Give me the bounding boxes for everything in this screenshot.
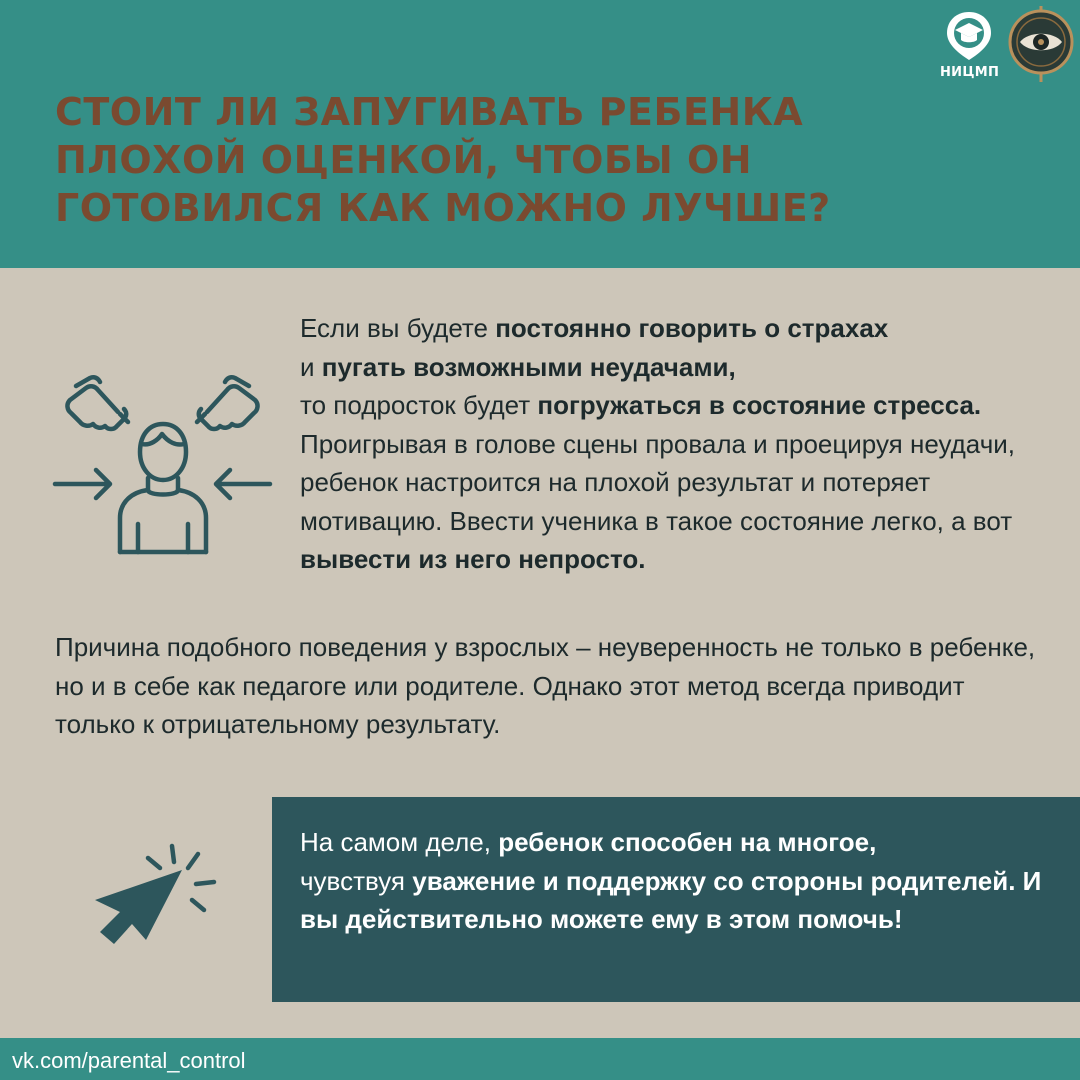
- emphasis-text: вывести из него непросто.: [300, 544, 646, 574]
- emphasis-text: погружаться в состояние стресса.: [537, 390, 982, 420]
- graduation-cap-icon: [944, 10, 994, 62]
- text-fragment: На самом деле,: [300, 827, 499, 857]
- callout-box: [272, 797, 1080, 1002]
- text-fragment: чувствуя: [300, 865, 413, 896]
- eye-emblem-icon: [1006, 4, 1076, 84]
- nicmp-logo: [940, 10, 998, 78]
- reason-text: Причина подобного поведения у взрослых – неуверенность не только в ребенке, но и в себе как педагоге или родителе. Однако этот метод всегда приводит только к отрицательному результату.: [55, 632, 1036, 739]
- click-cursor-icon: [90, 838, 220, 948]
- pressured-person-icon: [50, 372, 275, 557]
- text-fragment: Если вы будете: [300, 313, 496, 343]
- emphasis-text: ребенок способен на многое,: [498, 827, 877, 857]
- stress-explanation-text: [300, 309, 1040, 579]
- page-title: СТОИТ ЛИ ЗАПУГИВАТЬ РЕБЕНКА ПЛОХОЙ ОЦЕНКОЙ, ЧТОБЫ ОН ГОТОВИЛСЯ КАК МОЖНО ЛУЧШЕ?: [55, 90, 831, 230]
- text-fragment: Проигрывая в голове сцены провала и проецируя неудачи, ребенок настроится на плохой результат и потеряет мотивацию. Ввести ученика в такое состояние легко, а вот: [300, 428, 1015, 536]
- emphasis-text: пугать возможными неудачами,: [321, 351, 736, 382]
- header-banner: [0, 0, 1080, 268]
- emphasis-text: уважение и поддержку со стороны родителей. И вы действительно можете ему в этом помочь!: [300, 865, 1042, 934]
- callout-text: [300, 823, 1060, 939]
- emphasis-text: постоянно говорить о страхах: [495, 313, 889, 343]
- text-fragment: то подросток будет: [300, 390, 538, 420]
- footer-link[interactable]: vk.com/parental_control: [12, 1048, 246, 1073]
- logo-text: НИЦМП: [940, 65, 1000, 80]
- footer-bar: [0, 1038, 1080, 1080]
- text-fragment: и: [300, 351, 322, 382]
